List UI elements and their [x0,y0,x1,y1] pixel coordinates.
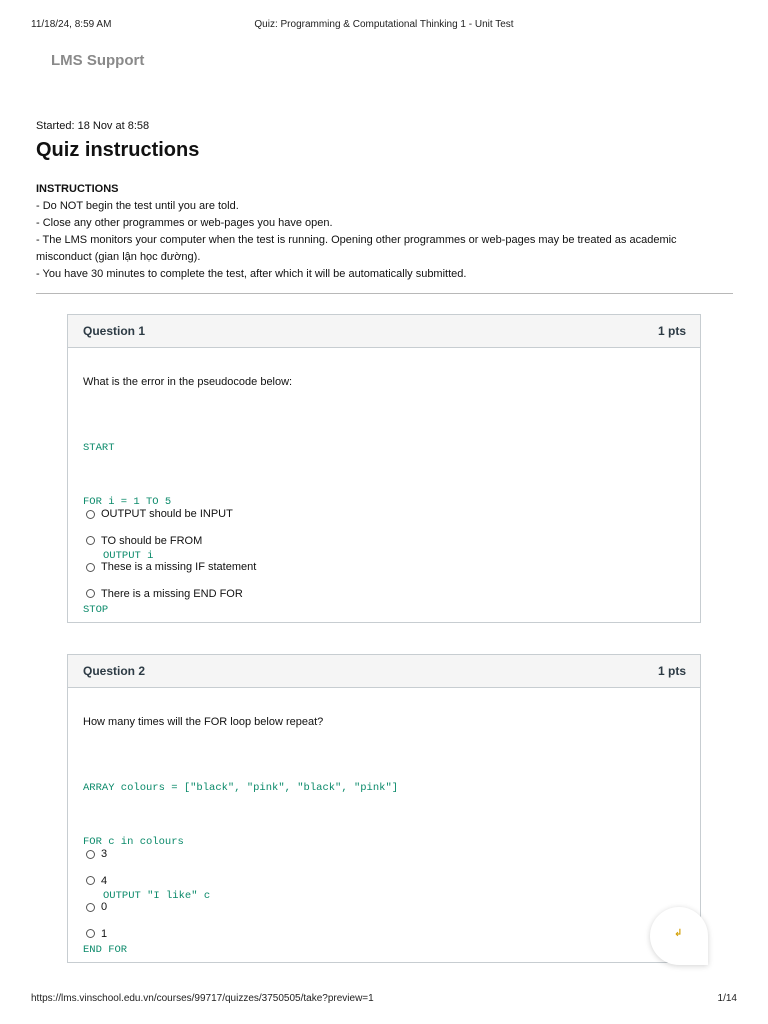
page-number: 1/14 [717,993,737,1004]
radio-button[interactable] [86,903,95,912]
question-points: 1 pts [657,664,686,678]
question-title: Question 2 [83,664,146,678]
radio-button[interactable] [86,589,95,598]
answer-option[interactable] [86,872,107,890]
answer-label: These is a missing IF statement [101,561,257,573]
answer-options [86,505,256,611]
question-prompt: How many times will the FOR loop below repeat? [83,716,324,728]
answer-option[interactable] [86,925,107,943]
answer-label: OUTPUT should be INPUT [101,508,233,520]
question-header [68,315,700,348]
page-title: Quiz instructions [36,139,200,161]
launcher-button[interactable] [650,907,708,965]
question-card-1 [67,314,701,623]
answer-option[interactable] [86,585,256,603]
instruction-line: - You have 30 minutes to complete the test, after which it will be automatically submitted. [36,268,467,280]
radio-button[interactable] [86,510,95,519]
answer-option[interactable] [86,558,256,576]
answer-label: 0 [101,901,108,913]
answer-label: 3 [101,848,108,860]
code-line: ARRAY colours = ["black", "pink", "black", "pink"] [83,782,399,794]
radio-button[interactable] [86,850,95,859]
radio-button[interactable] [86,876,95,885]
answer-option[interactable] [86,845,107,863]
answer-label: TO should be FROM [101,534,203,547]
print-url: https://lms.vinschool.edu.vn/courses/99717/quizzes/3750505/take?preview=1 [31,993,374,1004]
answer-label: There is a missing END FOR [101,587,243,600]
started-timestamp: Started: 18 Nov at 8:58 [36,120,150,132]
radio-button[interactable] [86,536,95,545]
code-line: STOP [83,604,109,616]
question-points: 1 pts [657,324,686,338]
answer-option[interactable] [86,532,256,550]
answer-option[interactable] [86,505,256,523]
answer-option[interactable] [86,898,107,916]
instructions-heading: INSTRUCTIONS [36,183,119,195]
instruction-line: - The LMS monitors your computer when the test is running. Opening other programmes or web-pages may be treated as academic misconduct (gian lận học đường). [36,234,677,263]
answer-label: 4 [101,874,108,887]
code-line: FOR i = 1 TO 5 [83,496,172,508]
instructions-block [36,181,726,283]
print-title: Quiz: Programming & Computational Thinking 1 - Unit Test [254,19,514,30]
question-title: Question 1 [83,324,146,338]
radio-button[interactable] [86,929,95,938]
print-date: 11/18/24, 8:59 AM [31,19,112,30]
answer-options [86,845,107,951]
question-prompt: What is the error in the pseudocode below: [83,376,293,388]
instruction-line: - Close any other programmes or web-pages you have open. [36,217,333,229]
code-line: OUTPUT "I like" c [103,890,211,902]
brand-link[interactable]: LMS Support [51,52,145,69]
radio-button[interactable] [86,563,95,572]
code-line: END FOR [83,944,128,956]
divider [36,293,733,294]
code-line: OUTPUT i [103,550,154,562]
launcher-icon: ↲ [674,928,683,939]
code-line: FOR c in colours [83,836,184,848]
code-line: START [83,442,115,454]
answer-label: 1 [101,927,108,940]
question-card-2 [67,654,701,963]
question-header [68,655,700,688]
pseudocode-block [83,743,398,963]
instruction-line: - Do NOT begin the test until you are told. [36,200,239,212]
